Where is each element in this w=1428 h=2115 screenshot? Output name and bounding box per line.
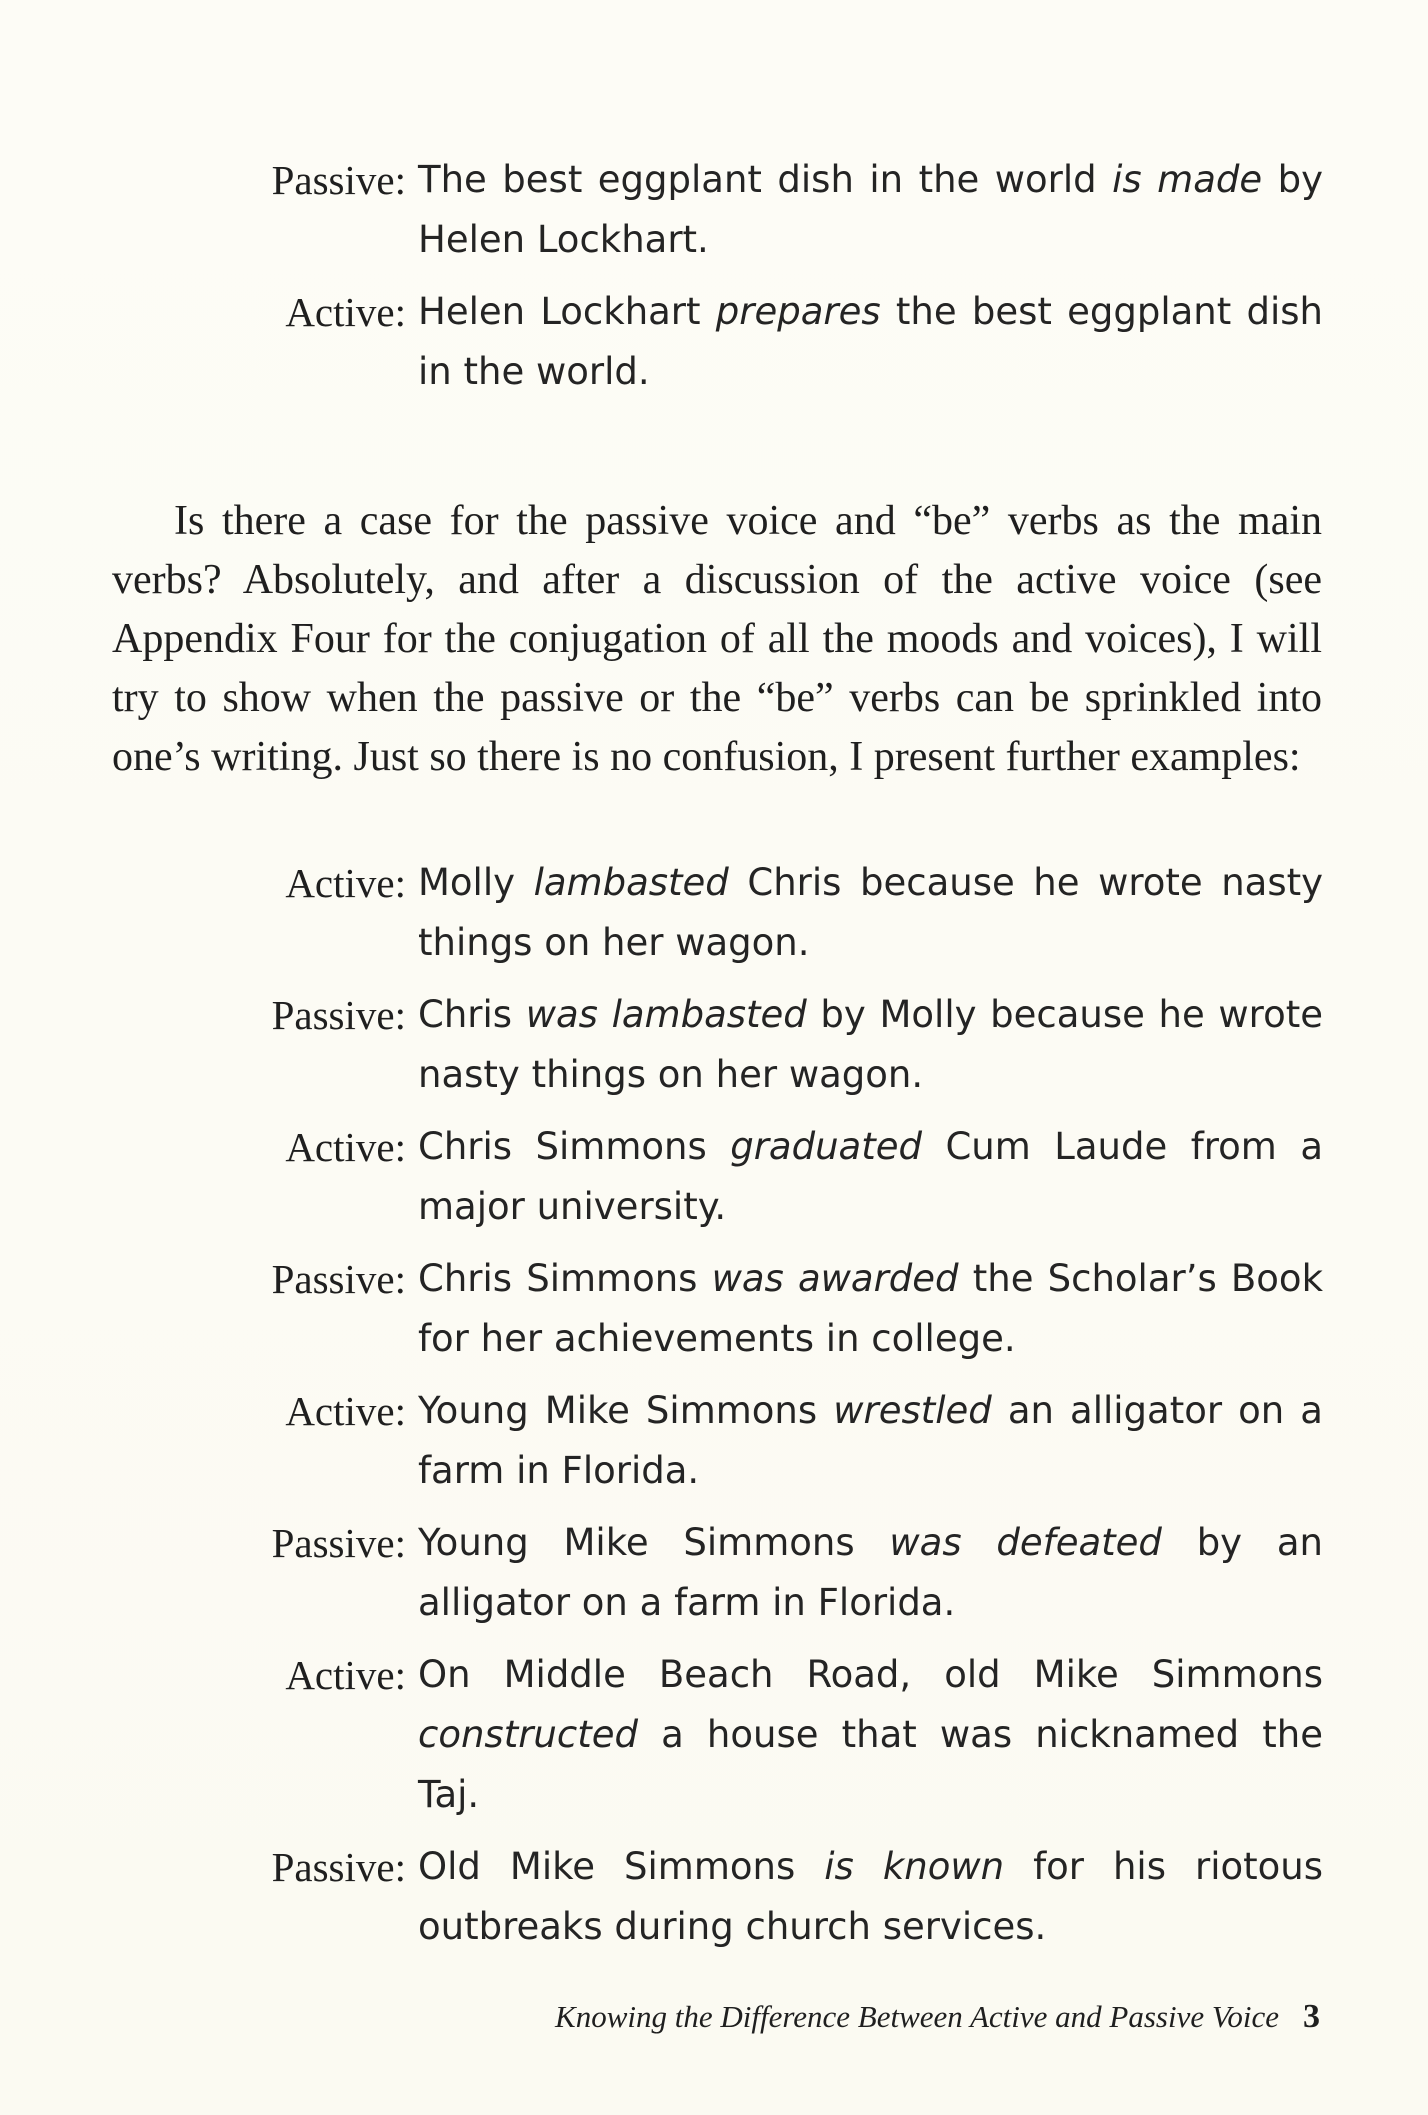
sentence-start: Young Mike Simmons (418, 1521, 890, 1564)
sentence-end: Chris because he wrote nasty things on her wagon. (418, 861, 1324, 964)
sentence-end: a house that was nicknamed the Taj. (418, 1713, 1323, 1816)
sentence-start: Chris Simmons (418, 1125, 731, 1168)
example-pair (258, 1513, 1323, 1633)
example-sentence (418, 1381, 1323, 1501)
emphasized-verb: is known (824, 1845, 1005, 1888)
sentence-start: Chris (418, 993, 526, 1036)
emphasized-verb: prepares (715, 290, 881, 333)
example-pair (258, 1645, 1323, 1825)
sentence-end: an alligator on a farm in Florida. (418, 1389, 1323, 1492)
page-number: 3 (1303, 1998, 1320, 2035)
example-label: Active: (285, 1388, 406, 1434)
example-pair (258, 853, 1323, 973)
emphasized-verb: lambasted (533, 861, 729, 904)
emphasized-verb: was defeated (889, 1521, 1162, 1564)
sentence-start: The best eggplant dish in the world (418, 158, 1113, 201)
top-example-list (258, 150, 1323, 414)
example-pair (258, 1249, 1323, 1369)
example-sentence (418, 150, 1323, 270)
example-sentence (418, 853, 1323, 973)
example-pair (258, 1837, 1323, 1957)
example-label: Passive: (271, 1520, 406, 1566)
example-label: Passive: (271, 1844, 406, 1890)
example-pair (258, 282, 1323, 402)
emphasized-verb: was awarded (711, 1257, 959, 1300)
example-sentence (418, 985, 1323, 1105)
emphasized-verb: wrestled (833, 1389, 992, 1432)
emphasized-verb: was lambasted (525, 993, 807, 1036)
emphasized-verb: constructed (418, 1713, 638, 1756)
sentence-end: the Scholar’s Book for her achievements in college. (418, 1257, 1323, 1360)
page-footer (555, 1998, 1320, 2036)
example-sentence (418, 1513, 1323, 1633)
sentence-start: On Middle Beach Road, old Mike Simmons (418, 1653, 1323, 1696)
example-label: Passive: (271, 157, 406, 203)
example-sentence (418, 1249, 1323, 1369)
example-pair (258, 150, 1323, 270)
example-pair (258, 1381, 1323, 1501)
sentence-end: the best eggplant dish in the world. (418, 290, 1323, 393)
sentence-start: Chris Simmons (418, 1257, 712, 1300)
example-label: Active: (285, 1652, 406, 1698)
sentence-start: Molly (418, 861, 534, 904)
example-label: Passive: (271, 992, 406, 1038)
example-sentence (418, 1645, 1323, 1825)
example-sentence (418, 282, 1323, 402)
example-label: Passive: (271, 1256, 406, 1302)
running-head: Knowing the Difference Between Active and Passive Voice (555, 1999, 1279, 2034)
sentence-end: for his riotous outbreaks during church services. (418, 1845, 1324, 1948)
sentence-start: Helen Lockhart (418, 290, 716, 333)
bottom-example-list (258, 853, 1323, 1969)
example-sentence (418, 1117, 1323, 1237)
example-label: Active: (285, 860, 406, 906)
example-pair (258, 1117, 1323, 1237)
example-pair (258, 985, 1323, 1105)
example-sentence (418, 1837, 1323, 1957)
sentence-start: Young Mike Simmons (418, 1389, 834, 1432)
example-label: Active: (285, 289, 406, 335)
sentence-end: by Helen Lockhart. (418, 158, 1323, 261)
sentence-end: by an alligator on a farm in Florida. (418, 1521, 1323, 1624)
sentence-end: Cum Laude from a major university. (418, 1125, 1323, 1228)
emphasized-verb: is made (1112, 158, 1263, 201)
example-label: Active: (285, 1124, 406, 1170)
sentence-end: by Molly because he wrote nasty things on her wagon. (418, 993, 1323, 1096)
body-paragraph: Is there a case for the passive voice and “be” verbs as the main verbs? Absolutely, and after a discussion of the active voice (see Appendix Four for the conjugation of all the moods and voices), I will try to show when the passive or the “be” verbs can be sprinkled into one’s writing. Just so there is no confusion, I present further examples: (112, 498, 1322, 780)
emphasized-verb: graduated (730, 1125, 922, 1168)
sentence-start: Old Mike Simmons (418, 1845, 825, 1888)
